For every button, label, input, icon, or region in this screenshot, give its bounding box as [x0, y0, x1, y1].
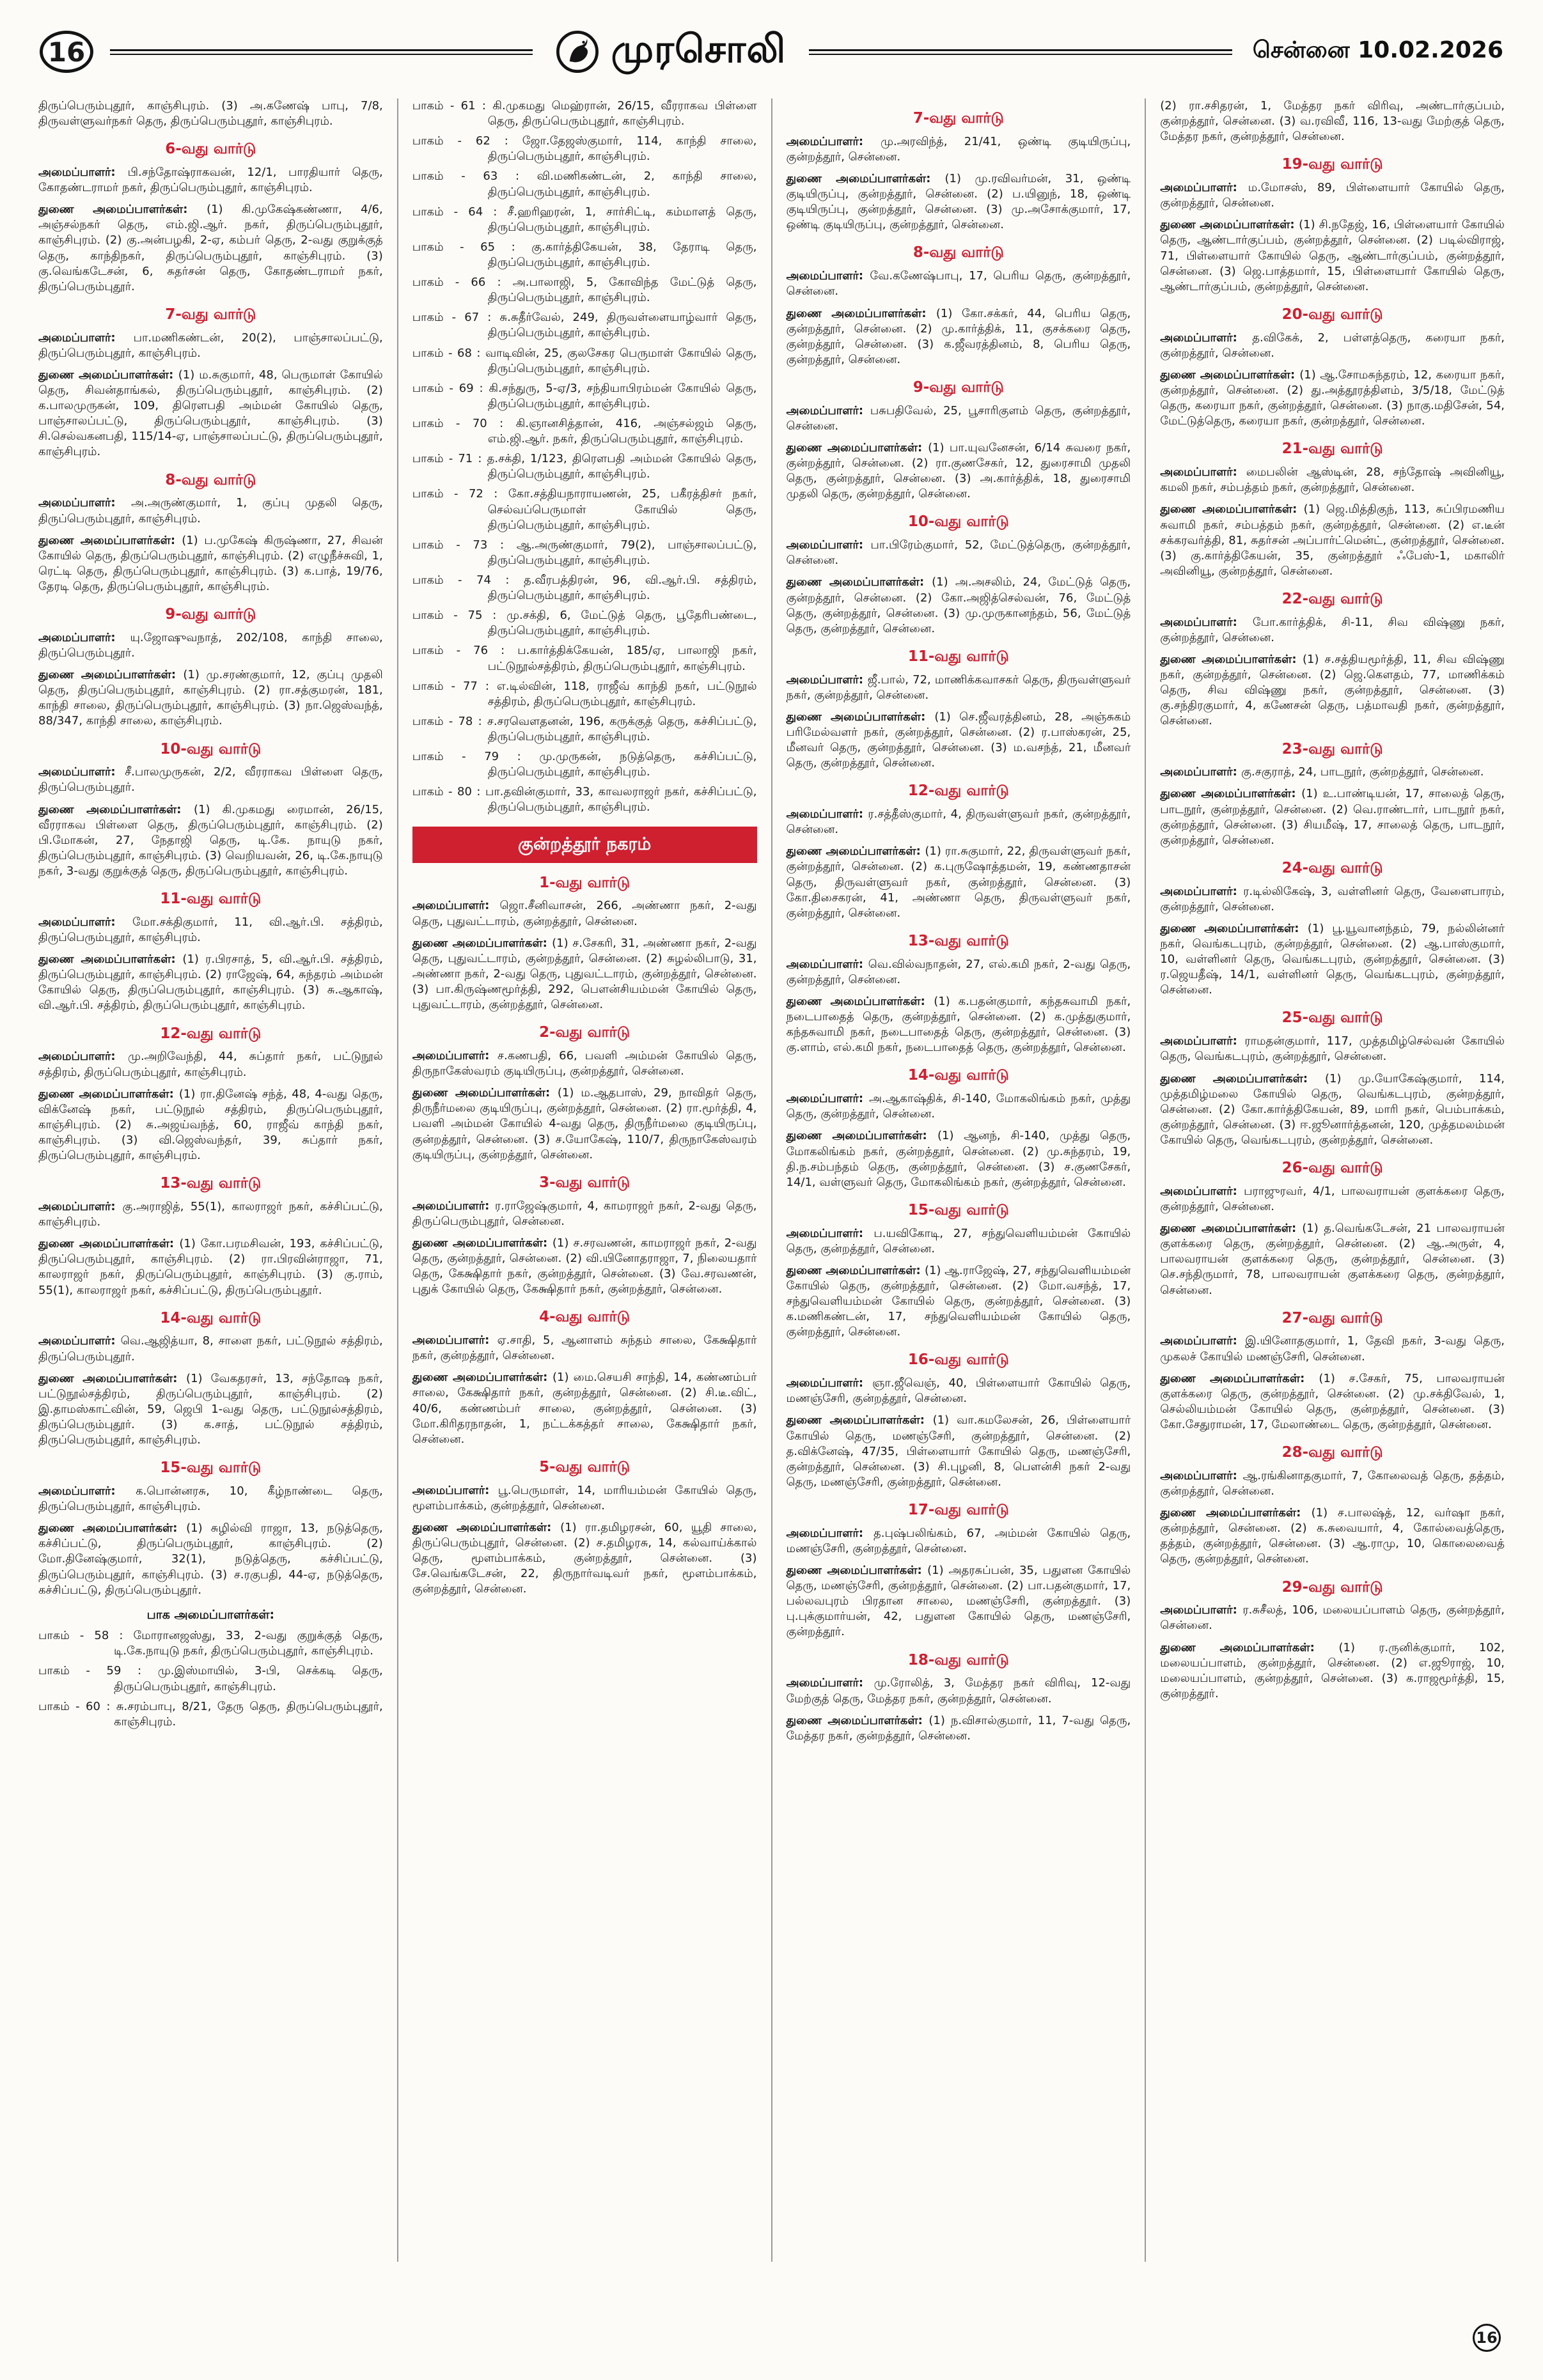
entry-label: அமைப்பாளர்:	[38, 1050, 128, 1064]
organizer-entry: அமைப்பாளர்: அ.ஆகாஷ்திக், சி-140, மோகலிங்கம் நகர், முத்து தெரு, குன்றத்தூர், சென்னை.	[786, 1092, 1131, 1121]
deputy-organizers-entry: துணை அமைப்பாளர்கள்: (1) ரா.சுகுமார், 22, திருவள்ளுவர் நகர், குன்றத்தூர், சென்னை. (2) க.புருஷோத்தமன், 19, கண்ணதாசன் தெரு, திருவள்ளுவர் நகர், குன்றத்தூர், சென்னை. (3) கோ.திசைகரன், 41, அண்ணா தெரு, திருவள்ளுவர் நகர், குன்றத்தூர், சென்னை.	[786, 844, 1131, 920]
ward-heading: 28-வது வார்டு	[1281, 1444, 1383, 1461]
entry-label: துணை அமைப்பாளர்கள்:	[786, 710, 935, 724]
deputy-organizers-entry: துணை அமைப்பாளர்கள்: (1) ரா.தினேஷ் சந்த், 48, 4-வது தெரு, விக்னேஷ் நகர், பட்டுநூல் சத்திரம், திருப்பெரும்புதூர், காஞ்சிபுரம். (2) சு.அஜய்வந்த், 60, ராஜீவ் காந்தி நகர், காஞ்சிபுரம். (3) வி.ஜெஸ்வந்தர், 39, சுப்தார் நகர், திருப்பெரும்புதூர், காஞ்சிபுரம்.	[38, 1087, 383, 1163]
part-entry: பாகம் - 75 : மு.சக்தி, 6, மேட்டுத் தெரு, பூதேரிபண்டை, திருப்பெரும்புதூர், காஞ்சிபுரம்.	[412, 609, 757, 638]
organizer-entry: அமைப்பாளர்: ஜொ.சீனிவாசன், 266, அண்ணா நகர், 2-வது தெரு, புதுவட்டாரம், குன்றத்தூர், சென்னை.	[412, 899, 757, 928]
entry-label: அமைப்பாளர்:	[1160, 1603, 1243, 1617]
ward-heading: 26-வது வார்டு	[1281, 1160, 1383, 1177]
entry-label: துணை அமைப்பாளர்கள்:	[786, 1129, 938, 1143]
part-entry: பாகம் - 60 : சு.சரம்பாபு, 8/21, தேரு தெரு, திருப்பெரும்புதூர், காஞ்சிபுரம்.	[38, 1699, 383, 1729]
footer-page-number-text: 16	[1476, 2329, 1498, 2347]
header-rule-left	[110, 49, 533, 55]
deputy-organizers-entry: துணை அமைப்பாளர்கள்: (1) மு.சரண்குமார், 12, குப்பு முதலி தெரு, திருப்பெரும்புதூர், காஞ்சிபுரம். (2) ரா.சத்குமரன், 181, காந்தி சாலை, திருப்பெரும்புதூர், காஞ்சிபுரம். (3) நா.ஜெஸ்வந்த், 88/347, காந்தி சாலை, காஞ்சிபுரம்.	[38, 668, 383, 728]
organizer-entry: அமைப்பாளர்: பூ.பெருமாள், 14, மாரியம்மன் கோயில் தெரு, மூளம்பாக்கம், குன்றத்தூர், சென்னை.	[412, 1483, 757, 1513]
ward-heading: 5-வது வார்டு	[539, 1458, 631, 1475]
entry-label: அமைப்பாளர்:	[786, 403, 870, 417]
deputy-organizers-entry: துணை அமைப்பாளர்கள்: (1) மு.ரவிவர்மன், 31, ஒண்டி குடியிருப்பு, குன்றத்தூர், சென்னை. (2) ப.யினுந், 18, ஒண்டி குடியிருப்பு, குன்றத்தூர், சென்னை. (3) மு.அசோக்குமார், 17, ஒண்டி குடியிருப்பு, குன்றத்தூர், சென்னை.	[786, 172, 1131, 232]
ward-heading: 6-வது வார்டு	[165, 141, 256, 158]
part-number-label: பாகம் - 70	[412, 416, 487, 430]
deputy-organizers-entry: துணை அமைப்பாளர்கள்: (1) ந.விசால்குமார், 11, 7-வது தெரு, மேத்தர நகர், குன்றத்தூர், சென்னை.	[786, 1713, 1131, 1743]
entry-label: துணை அமைப்பாளர்கள்:	[1160, 1071, 1325, 1085]
entry-label: அமைப்பாளர்:	[786, 673, 868, 687]
organizer-entry: அமைப்பாளர்: மைபலின் ஆஸ்டின், 28, சந்தோஷ் அவினியூ, கமலி நகர், சம்பத்தம் நகர், குன்றத்தூர், சென்னை.	[1160, 465, 1505, 495]
ward-heading: 9-வது வார்டு	[912, 378, 1004, 396]
part-entry: பாகம் - 62 : ஜோ.தேஜஸ்குமார், 114, காந்தி சாலை, திருப்பெரும்புதூர், காஞ்சிபுரம்.	[412, 134, 757, 164]
ward-heading: 7-வது வார்டு	[165, 306, 256, 323]
deputy-organizers-entry: துணை அமைப்பாளர்கள்: (1) அ.அசலிம், 24, மேட்டுத் தெரு, குன்றத்தூர், சென்னை. (2) கோ.அஜித்செல்வன், 76, மேட்டுத் தெரு, குன்றத்தூர், சென்னை. (3) மு.முருகானந்தம், 56, மேட்டுத் தெரு, குன்றத்தூர், சென்னை.	[786, 575, 1131, 635]
entry-label: அமைப்பாளர்:	[38, 166, 128, 180]
entry-label: அமைப்பாளர்:	[412, 1483, 498, 1497]
organizer-entry: அமைப்பாளர்: அ.அருண்குமார், 1, குப்பு முதலி தெரு, திருப்பெரும்புதூர், காஞ்சிபுரம்.	[38, 496, 383, 525]
entry-label: துணை அமைப்பாளர்கள்:	[412, 1371, 553, 1385]
part-number-label: பாகம் - 69	[412, 381, 474, 395]
part-number-label: பாகம் - 61	[412, 99, 476, 113]
entry-label: அமைப்பாளர்:	[412, 1049, 497, 1063]
deputy-organizers-entry: துணை அமைப்பாளர்கள்: (1) ர.பிரசாத், 5, வி.ஆர்.பி. சத்திரம், திருப்பெரும்புதூர், காஞ்சிபுரம். (2) ராஜேஷ், 64, சுந்தரம் அம்மன் கோயில் தெரு, திருப்பெரும்புதூர், காஞ்சிபுரம். (3) சு.ஆகாஷ், வி.ஆர்.பி. சத்திரம், திருப்பெரும்புதூர், காஞ்சிபுரம்.	[38, 953, 383, 1013]
organizer-entry: அமைப்பாளர்: ர.டில்லிகேஷ், 3, வள்ளினர் தெரு, வேளைபாரம், குன்றத்தூர், சென்னை.	[1160, 884, 1505, 914]
entry-label: துணை அமைப்பாளர்கள்:	[38, 802, 194, 816]
footer-page-number	[1473, 2324, 1501, 2352]
organizer-entry: அமைப்பாளர்: பராஜுரவர், 4/1, பாலவராயன் குளக்கரை தெரு, குன்றத்தூர், சென்னை.	[1160, 1184, 1505, 1213]
entry-label: அமைப்பாளர்:	[786, 1526, 874, 1540]
part-entry: பாகம் - 68 : வாடிவின், 25, குலசேகர பெருமாள் கோயில் தெரு, திருப்பெரும்புதூர், காஞ்சிபுரம்.	[412, 346, 757, 375]
part-number-label: பாகம் - 66	[412, 276, 486, 290]
part-entry: பாகம் - 59 : மு.இஸ்மாயில், 3-பி, செக்கடி தெரு, திருப்பெரும்புதூர், காஞ்சிபுரம்.	[38, 1664, 383, 1693]
deputy-organizers-entry: துணை அமைப்பாளர்கள்: (1) ச.பாலஷ்த், 12, வர்ஷா நகர், குன்றத்தூர், சென்னை. (2) க.சுவையார், 4, கோல்வைத்தெரு, தத்தம், குன்றத்தூர், சென்னை. (3) ஆ.ராமு, 10, கொலைவைத் தெரு, குன்றத்தூர், சென்னை.	[1160, 1506, 1505, 1566]
part-entry: பாகம் - 77 : எ.டில்வின், 118, ராஜீவ் காந்தி நகர், பட்டுநூல் சத்திரம், திருப்பெரும்புதூர், காஞ்சிபுரம்.	[412, 679, 757, 708]
organizer-entry: அமைப்பாளர்: ர.சுசீலத், 106, மலையப்பாளம் தெரு, குன்றத்தூர், சென்னை.	[1160, 1603, 1505, 1633]
part-entry: பாகம் - 61 : கி.முகமது மெஹ்ரான், 26/15, வீரராகவ பிள்ளை தெரு, திருப்பெரும்புதூர், காஞ்சிபுரம்.	[412, 99, 757, 128]
entry-label: துணை அமைப்பாளர்கள்:	[38, 203, 207, 217]
organizer-entry: அமைப்பாளர்: பா.பிரேம்குமார், 52, மேட்டுத்தெரு, குன்றத்தூர், சென்னை.	[786, 538, 1131, 568]
ward-heading: 14-வது வார்டு	[160, 1309, 262, 1326]
ward-heading: 3-வது வார்டு	[539, 1174, 631, 1191]
deputy-organizers-entry: துணை அமைப்பாளர்கள்: (1) பூ.யூவானந்தம், 79, நல்லின்னர் நகர், வெங்கடபுரம், குன்றத்தூர், சென்னை. (2) ஆ.பாஸ்குமார், 10, வள்ளினர் தெரு, வெங்கடபுரம், குன்றத்தூர், சென்னை. (3) ர.ஜெயதீஷ், 14/1, வள்ளினர் தெரு, வெங்கடபுரம், குன்றத்தூர், சென்னை.	[1160, 921, 1505, 997]
organizer-entry: அமைப்பாளர்: ச.கணபதி, 66, பவளி அம்மன் கோயில் தெரு, திருநாகேஸ்வரம் குடியிருப்பு, குன்றத்தூர், சென்னை.	[412, 1049, 757, 1078]
header-rule-right	[809, 49, 1232, 55]
entry-label: அமைப்பாளர்:	[1160, 1334, 1246, 1348]
ward-heading: 13-வது வார்டு	[160, 1175, 262, 1192]
ward-heading: 8-வது வார்டு	[165, 471, 256, 488]
deputy-organizers-entry: துணை அமைப்பாளர்கள்: (1) வேகதரசர், 13, சந்தோஷ நகர், பட்டுநூல்சத்திரம், திருப்பெரும்புதூர், காஞ்சிபுரம். (2) இ.தாமஸ்காட்வின், 59, ஜெபி 1-வது தெரு, பட்டுநூல்சத்திரம், திருப்பெரும்புதூர். (3) க.சாத், பட்டுநூல் சத்திரம், திருப்பெரும்புதூர், காஞ்சிபுரம்.	[38, 1371, 383, 1447]
deputy-organizers-entry: துணை அமைப்பாளர்கள்: (1) சி.நதேஜ், 16, பிள்ளையார் கோயில் தெரு, ஆண்டார்குப்பம், குன்றத்தூர், சென்னை. (2) படில்விராஜ், 71, பிள்ளையார் கோயில் தெரு, ஆண்டார்குப்பம், குன்றத்தூர், சென்னை. (3) ஜெ.பாத்தமார், 15, பிள்ளையார் கோயில் தெரு, ஆண்டார்குப்பம், குன்றத்தூர், சென்னை.	[1160, 218, 1505, 293]
organizer-entry: அமைப்பாளர்: ஜீ.பால், 72, மாணிக்கவாசகர் தெரு, திருவள்ளுவர் நகர், குன்றத்தூர், சென்னை.	[786, 673, 1131, 702]
entry-label: துணை அமைப்பாளர்கள்:	[38, 668, 184, 682]
entry-label: அமைப்பாளர்:	[1160, 465, 1246, 479]
ward-heading: 27-வது வார்டு	[1281, 1309, 1383, 1326]
entry-label: அமைப்பாளர்:	[786, 1226, 874, 1240]
organizer-entry: அமைப்பாளர்: யு.ஜோஷுவநாத், 202/108, காந்தி சாலை, திருப்பெரும்புதூர்.	[38, 630, 383, 660]
ward-heading: 25-வது வார்டு	[1281, 1009, 1383, 1027]
entry-label: துணை அமைப்பாளர்கள்:	[786, 1263, 925, 1277]
entry-label: அமைப்பாளர்:	[786, 1376, 873, 1390]
part-entry: பாகம் - 71 : த.சக்தி, 1/123, திரௌபதி அம்மன் கோயில் தெரு, திருப்பெரும்புதூர், காஞ்சிபுரம்.	[412, 452, 757, 481]
entry-label: துணை அமைப்பாளர்கள்:	[786, 306, 936, 320]
part-number-label: பாகம் - 68	[412, 346, 472, 360]
part-entry: பாகம் - 78 : ச.சரவெளதனன், 196, கருக்குத் தெரு, கச்சிப்பட்டு, திருப்பெரும்புதூர், காஞ்சிபுரம்.	[412, 714, 757, 743]
masthead	[549, 27, 792, 77]
ward-heading: 18-வது வார்டு	[907, 1651, 1009, 1668]
organizer-entry: அமைப்பாளர்: கு.அராஜித், 55(1), காலராஜர் நகர், கச்சிப்பட்டு, காஞ்சிபுரம்.	[38, 1199, 383, 1229]
entry-label: துணை அமைப்பாளர்கள்:	[1160, 787, 1302, 801]
part-organizers-subhead: பாக அமைப்பாளர்கள்:	[146, 1607, 275, 1622]
part-number-label: பாகம் - 63	[412, 169, 498, 183]
deputy-organizers-entry: துணை அமைப்பாளர்கள்: (1) ஆ.ராஜேஷ், 27, சந்துவெளியம்மன் கோயில் தெரு, குன்றத்தூர், சென்னை. (2) மோ.வசந்த், 17, சந்துவெளியம்மன் கோயில் தெரு, குன்றத்தூர், சென்னை. (3) க.மணிகண்டன், 17, சந்துவெளியம்மன் கோயில் தெரு, குன்றத்தூர், சென்னை.	[786, 1263, 1131, 1339]
part-entry: பாகம் - 63 : வி.மணிகண்டன், 2, காந்தி சாலை, திருப்பெரும்புதூர், காஞ்சிபுரம்.	[412, 169, 757, 199]
part-entry: பாகம் - 70 : கி.ஞானசித்தான், 416, அஞ்சல்ஜம் தெரு, எம்.ஜி.ஆர். நகர், திருப்பெரும்புதூர், காஞ்சிபுரம்.	[412, 416, 757, 446]
entry-label: துணை அமைப்பாளர்கள்:	[38, 1237, 180, 1251]
entry-label: அமைப்பாளர்:	[1160, 331, 1253, 345]
entry-label: அமைப்பாளர்:	[38, 496, 131, 510]
organizer-entry: அமைப்பாளர்: மு.அறிவேந்தி, 44, சுப்தார் நகர், பட்டுநூல் சத்திரம், திருப்பெரும்புதூர், காஞ்சிபுரம்.	[38, 1050, 383, 1079]
content-columns	[0, 88, 1543, 2287]
entry-label: அமைப்பாளர்:	[786, 1676, 874, 1690]
entry-label: துணை அமைப்பாளர்கள்:	[786, 1713, 929, 1727]
entry-label: துணை அமைப்பாளர்கள்:	[786, 1564, 928, 1578]
ward-heading: 12-வது வார்டு	[160, 1025, 262, 1042]
deputy-organizers-entry: துணை அமைப்பாளர்கள்: (1) ம.சுகுமார், 48, பெருமாள் கோயில் தெரு, சிவன்தாங்கல், திருப்பெரும்புதூர், காஞ்சிபுரம். (2) க.பாலமுருகன், 109, திரௌபதி அம்மன் கோயில் தெரு, பாஞ்சாலப்பட்டு, திருப்பெரும்புதூர், காஞ்சிபுரம். (3) சி.செல்வகனபதி, 115/14-ஏ, பாஞ்சாலப்பட்டு, திருப்பெரும்புதூர், காஞ்சிபுரம்.	[38, 368, 383, 459]
entry-label: துணை அமைப்பாளர்கள்:	[38, 953, 183, 967]
continued-body-text: திருப்பெரும்புதூர், காஞ்சிபுரம். (3) அ.கணேஷ் பாபு, 7/8, திருவள்ளுவர்நகர் தெரு, திருப்பெரும்புதூர், காஞ்சிபுரம்.	[38, 99, 383, 128]
ward-heading: 10-வது வார்டு	[160, 740, 262, 758]
deputy-organizers-entry: துணை அமைப்பாளர்கள்: (1) ம.ஆதபாஸ், 29, நாவிதர் தெரு, திருநீர்மலை குடியிருப்பு, குன்றத்தூர், சென்னை. (2) ரா.மூர்த்தி, 4, பவளி அம்மன் கோயில் 4-வது தெரு, திருநீர்மலை குடியிருப்பு, குன்றத்தூர், சென்னை. (3) ச.யோகேஷ், 110/7, திருநாகேஸ்வரம் குடியிருப்பு, குன்றத்தூர், சென்னை.	[412, 1086, 757, 1162]
entry-label: அமைப்பாளர்:	[786, 807, 868, 821]
deputy-organizers-entry: துணை அமைப்பாளர்கள்: (1) ஆ.சோமசுந்தரம், 12, கரையா நகர், குன்றத்தூர், சென்னை. (2) து.அத்தூரத்திளம், 3/5/18, மேட்டுத் தெரு, கரையா நகர், குன்றத்தூர், சென்னை. (3) நாகு.மதிசேன், 54, மேட்டுத்தெரு, கரையா நகர், குன்றத்தூர், சென்னை.	[1160, 368, 1505, 428]
part-entry: பாகம் - 65 : கு.கார்த்திகேயன், 38, தேராடி தெரு, திருப்பெரும்புதூர், காஞ்சிபுரம்.	[412, 240, 757, 269]
entry-label: துணை அமைப்பாளர்கள்:	[786, 994, 934, 1008]
ward-heading: 14-வது வார்டு	[907, 1067, 1009, 1084]
organizer-entry: அமைப்பாளர்: ர.ராஜேஷ்குமார், 4, காமராஜர் நகர், 2-வது தெரு, திருப்பெரும்புதூர், சென்னை.	[412, 1199, 757, 1228]
organizer-entry: அமைப்பாளர்: ஏ.சாதி, 5, ஆனாளம் சுந்தம் சாலை, கேக்ஷிதார் நகர், குன்றத்தூர், சென்னை.	[412, 1334, 757, 1363]
entry-label: அமைப்பாளர்:	[38, 1199, 123, 1213]
part-number-label: பாகம் - 67	[412, 311, 480, 325]
part-number-label: பாகம் - 76	[412, 644, 489, 658]
deputy-organizers-entry: துணை அமைப்பாளர்கள்: (1) அதரசுப்பன், 35, பதுளன கோயில் தெரு, மணஞ்சேரி, குன்றத்தூர், சென்னை. (2) பா.பதன்குமார், 17, பல்லவபுரம் பிரதான சாலை, மணஞ்சேரி, குன்றத்தூர். (3) பு.புக்குமார்யன், 42, பதுளன கோயில் தெரு, மணஞ்சேரி, குன்றத்தூர்.	[786, 1564, 1131, 1639]
continued-body-text: (2) ரா.சசிதரன், 1, மேத்தர நகர் விரிவு, அண்டார்குப்பம், குன்றத்தூர், சென்னை. (3) வ.ரவிவீ, 116, 13-வது மேற்குத் தெரு, மேத்தர நகர், குன்றத்தூர், சென்னை.	[1160, 99, 1505, 144]
part-number-label: பாகம் - 80	[412, 785, 472, 799]
entry-label: துணை அமைப்பாளர்கள்:	[786, 440, 928, 455]
part-entry: பாகம் - 69 : கி.சந்துரு, 5-ஏ/3, சந்தியாபிரம்மன் கோயில் தெரு, திருப்பெரும்புதூர், காஞ்சிபுரம்.	[412, 381, 757, 410]
entry-label: அமைப்பாளர்:	[412, 1199, 495, 1213]
entry-label: துணை அமைப்பாளர்கள்:	[1160, 1506, 1312, 1520]
deputy-organizers-entry: துணை அமைப்பாளர்கள்: (1) மு.யோகேஷ்குமார், 114, முத்தமிழ்மலை கோயில் தெரு, வெங்கடபுரம், குன்றத்தூர், சென்னை. (2) கோ.கார்த்திகேயன், 89, மாரி நகர், பெம்பாக்கம், குன்றத்தூர், சென்னை. (3) ஈ.ஜூனார்த்தனன், 120, முத்தமலம்மன் கோயில் தெரு, வெங்கடபுரம், குன்றத்தூர், சென்னை.	[1160, 1071, 1505, 1147]
column-2	[397, 98, 771, 2262]
ward-heading: 2-வது வார்டு	[539, 1024, 631, 1041]
deputy-organizers-entry: துணை அமைப்பாளர்கள்: (1) த.வெங்கடேசன், 21 பாலவராயன் குளக்கரை தெரு, குன்றத்தூர், சென்னை. (2) ஆ.அருள், 4, பாலவராயன் குளக்கரை தெரு, குன்றத்தூர், சென்னை. (3) செ.சந்திருமார், 78, பாலவராயன் குளக்கரை தெரு, குன்றத்தூர், சென்னை.	[1160, 1222, 1505, 1297]
organizer-entry: அமைப்பாளர்: ம.மோசஸ், 89, பிள்ளையார் கோயில் தெரு, குன்றத்தூர், சென்னை.	[1160, 181, 1505, 210]
part-entry: பாகம் - 58 : மோரானஜஸ்து, 33, 2-வது குறுக்குத் தெரு, டி.கே.நாயுடு நகர், திருப்பெரும்புதூர், காஞ்சிபுரம்.	[38, 1629, 383, 1658]
organizer-entry: அமைப்பாளர்: மு.ரோலித், 3, மேத்தர நகர் விரிவு, 12-வது மேற்குத் தெரு, மேத்தர நகர், குன்றத்தூர், சென்னை.	[786, 1676, 1131, 1706]
entry-label: துணை அமைப்பாளர்கள்:	[38, 533, 182, 547]
column-4	[1145, 98, 1506, 2262]
entry-label: அமைப்பாளர்:	[412, 1334, 497, 1348]
ward-heading: 15-வது வார்டு	[160, 1459, 262, 1477]
part-number-label: பாகம் - 77	[412, 679, 478, 693]
part-entry: பாகம் - 79 : மு.முருகன், நடுத்தெரு, கச்சிப்பட்டு, திருப்பெரும்புதூர், காஞ்சிபுரம்.	[412, 750, 757, 779]
ward-heading: 8-வது வார்டு	[912, 244, 1004, 261]
ward-heading: 12-வது வார்டு	[907, 782, 1009, 800]
ward-heading: 24-வது வார்டு	[1281, 859, 1383, 876]
entry-label: அமைப்பாளர்:	[38, 915, 132, 929]
entry-label: துணை அமைப்பாளர்கள்:	[38, 1521, 187, 1536]
entry-label: அமைப்பாளர்:	[786, 957, 868, 971]
part-number-label: பாகம் - 73	[412, 538, 488, 552]
ward-heading: 9-வது வார்டு	[165, 606, 256, 623]
masthead-title: முரசொலி	[611, 27, 787, 72]
entry-label: அமைப்பாளர்:	[786, 269, 870, 283]
ward-heading: 15-வது வார்டு	[907, 1201, 1009, 1218]
entry-label: அமைப்பாளர்:	[1160, 615, 1253, 629]
part-number-label: பாகம் - 79	[412, 750, 499, 764]
organizer-entry: அமைப்பாளர்: பசுபதிவேல், 25, பூசாரிகுளம் தெரு, குன்றத்தூர், சென்னை.	[786, 403, 1131, 433]
deputy-organizers-entry: துணை அமைப்பாளர்கள்: (1) கோ.சக்கர், 44, பெரிய தெரு, குன்றத்தூர், சென்னை. (2) மு.கார்த்திக், 11, குசக்கரை தெரு, குன்றத்தூர், சென்னை. (3) க.ஜீவரத்தினம், 8, பெரிய தெரு, குன்றத்தூர், சென்னை.	[786, 306, 1131, 366]
part-entry: பாகம் - 64 : சீ.ஹரிஹரன், 1, சார்சிட்டி, கம்மாளத் தெரு, திருப்பெரும்புதூர், காஞ்சிபுரம்.	[412, 205, 757, 234]
entry-label: அமைப்பாளர்:	[1160, 1468, 1243, 1482]
peacock-logo-icon	[556, 30, 599, 74]
organizer-entry: அமைப்பாளர்: ராமதன்குமார், 117, முத்தமிழ்செல்வன் கோயில் தெரு, வெங்கடபுரம், குன்றத்தூர், சென்னை.	[1160, 1034, 1505, 1064]
entry-label: துணை அமைப்பாளர்கள்:	[38, 1087, 179, 1101]
part-entry: பாகம் - 72 : கோ.சத்தியநாராயணன், 25, பகீரத்திசர் நகர், செல்வப்பெருமாள் கோயில் தெரு, திருப்பெரும்புதூர், காஞ்சிபுரம்.	[412, 487, 757, 532]
column-3	[771, 98, 1145, 2262]
ward-heading: 7-வது வார்டு	[912, 110, 1004, 127]
organizer-entry: அமைப்பாளர்: த.புஷ்பலிங்கம், 67, அம்மன் கோயில் தெரு, மணஞ்சேரி, குன்றத்தூர், சென்னை.	[786, 1526, 1131, 1555]
organizer-entry: அமைப்பாளர்: சீ.பாலமுருகன், 2/2, வீரராகவ பிள்ளை தெரு, திருப்பெரும்புதூர்.	[38, 765, 383, 795]
ward-heading: 22-வது வார்டு	[1281, 590, 1383, 607]
entry-label: துணை அமைப்பாளர்கள்:	[1160, 1640, 1339, 1654]
organizer-entry: அமைப்பாளர்: பா.மணிகண்டன், 20(2), பாஞ்சாலப்பட்டு, திருப்பெரும்புதூர், காஞ்சிபுரம்.	[38, 331, 383, 360]
entry-label: அமைப்பாளர்:	[1160, 1184, 1244, 1198]
ward-heading: 20-வது வார்டு	[1281, 306, 1383, 323]
deputy-organizers-entry: துணை அமைப்பாளர்கள்: (1) ச.சரவணன், காமராஜர் நகர், 2-வது தெரு, குன்றத்தூர், சென்னை. (2) வி.யினோதராஜா, 7, நிலையதார் தெரு, கேக்ஷிதார் நகர், குன்றத்தூர், சென்னை. (3) வே.சரவணன், புதுக் கோயில் தெரு, கேக்ஷிதார் நகர், குன்றத்தூர், சென்னை.	[412, 1236, 757, 1296]
entry-label: அமைப்பாளர்:	[1160, 884, 1244, 898]
entry-label: துணை அமைப்பாளர்கள்:	[412, 1086, 558, 1100]
page-number: 16	[47, 36, 86, 68]
entry-label: துணை அமைப்பாளர்கள்:	[1160, 218, 1299, 232]
organizer-entry: அமைப்பாளர்: கு.சகுராத், 24, பாடநூர், குன்றத்தூர், சென்னை.	[1160, 765, 1484, 779]
deputy-organizers-entry: துணை அமைப்பாளர்கள்: (1) கோ.பரமசிவன், 193, கச்சிப்பட்டு, திருப்பெரும்புதூர், காஞ்சிபுரம். (2) ரா.பிரவின்ராஜா, 71, காலராஜர் நகர், திருப்பெரும்புதூர், காஞ்சிபுரம். (3) கு.ராம், 55(1), காலராஜர் நகர், கச்சிப்பட்டு, திருப்பெரும்புதூர்.	[38, 1237, 383, 1297]
ward-heading: 13-வது வார்டு	[907, 932, 1009, 949]
entry-label: அமைப்பாளர்:	[1160, 1034, 1245, 1048]
organizer-entry: அமைப்பாளர்: க.பொன்னரசு, 10, கீழ்நாண்டை தெரு, திருப்பெரும்புதூர், காஞ்சிபுரம்.	[38, 1484, 383, 1514]
entry-label: அமைப்பாளர்:	[786, 134, 881, 148]
entry-label: அமைப்பாளர்:	[786, 1092, 869, 1106]
entry-label: அமைப்பாளர்:	[1160, 765, 1242, 779]
ward-heading: 21-வது வார்டு	[1281, 440, 1383, 458]
organizer-entry: அமைப்பாளர்: ர.சத்தீஸ்குமார், 4, திருவள்ளுவர் நகர், குன்றத்தூர், சென்னை.	[786, 807, 1131, 837]
entry-label: துணை அமைப்பாளர்கள்:	[1160, 1222, 1303, 1236]
deputy-organizers-entry: துணை அமைப்பாளர்கள்: (1) கி.முகேஷ்கண்ணா, 4/6, அஞ்சல்நகர் தெரு, எம்.ஜி.ஆர். நகர், திருப்பெரும்புதூர், காஞ்சிபுரம். (2) கு.அன்பழகி, 2-ஏ, கம்பர் தெரு, 2-வது குறுக்குத் தெரு, காந்திநகர், திருப்பெரும்புதூர், காஞ்சிபுரம். (3) கு.வெங்கடேசன், 6, சுதர்சன் தெரு, கோதண்டராமர் நகர், திருப்பெரும்புதூர்.	[38, 203, 383, 293]
deputy-organizers-entry: துணை அமைப்பாளர்கள்: (1) ச.சேகர், 75, பாலவராயன் குளக்கரை தெரு, குன்றத்தூர், சென்னை. (2) மு.சக்திவேல், 1, செல்லியம்மன் கோயில் தெரு, குன்றத்தூர், சென்னை. (3) கோ.சேதுராமன், 17, மேலாண்டை தெரு, குன்றத்தூர், சென்னை.	[1160, 1371, 1505, 1431]
part-number-label: பாகம் - 62	[412, 134, 490, 148]
deputy-organizers-entry: துணை அமைப்பாளர்கள்: (1) ர.ருனிக்குமார், 102, மலையப்பாளம், குன்றத்தூர், சென்னை. (2) எ.ஜூராஜ், 10, மலையப்பாளம், குன்றத்தூர், சென்னை. (3) க.ராஜமூர்த்தி, 15, குன்றத்தூர்.	[1160, 1640, 1505, 1700]
organizer-entry: அமைப்பாளர்: மோ.சக்திகுமார், 11, வி.ஆர்.பி. சத்திரம், திருப்பெரும்புதூர், காஞ்சிபுரம்.	[38, 915, 383, 945]
part-number-label: பாகம் - 78	[412, 714, 473, 728]
deputy-organizers-entry: துணை அமைப்பாளர்கள்: (1) ச.சத்தியமூர்த்தி, 11, சிவ விஷ்ணு நகர், குன்றத்தூர், சென்னை. (2) ஜெ.கௌதம், 77, மாணிக்கம் தெரு, சிவ விஷ்ணு நகர், குன்றத்தூர், சென்னை. (3) கு.சந்திரகுமார், 4, கணேசன் தெரு, பத்மாவதி நகர், குன்றத்தூர், சென்னை.	[1160, 652, 1505, 728]
part-number-label: பாகம் - 75	[412, 609, 483, 623]
ward-heading: 11-வது வார்டு	[160, 891, 262, 908]
deputy-organizers-entry: துணை அமைப்பாளர்கள்: (1) கி.முகமது ரைமான், 26/15, வீரராகவ பிள்ளை தெரு, திருப்பெரும்புதூர், காஞ்சிபுரம். (2) பி.மோகன், 27, நேதாஜி தெரு, டி.கே. நாயுடு நகர், திருப்பெரும்புதூர், காஞ்சிபுரம். (3) வெறியவன், 26, டி.கே.நாயுடு நகர், 3-வது குறுக்குத் தெரு, திருப்பெரும்புதூர், காஞ்சிபுரம்.	[38, 802, 383, 878]
organizer-entry: அமைப்பாளர்: வெ.ஆஜித்யா, 8, சாளை நகர், பட்டுநூல் சத்திரம், திருப்பெரும்புதூர்.	[38, 1334, 383, 1364]
part-entry: பாகம் - 67 : சு.சுதீர்வேல், 249, திருவள்ளையாழ்வார் தெரு, திருப்பெரும்புதூர், காஞ்சிபுரம்.	[412, 311, 757, 340]
entry-label: துணை அமைப்பாளர்கள்:	[786, 1413, 933, 1427]
organizer-entry: அமைப்பாளர்: ப.யவிகோடி, 27, சந்துவெளியம்மன் கோயில் தெரு, குன்றத்தூர், சென்னை.	[786, 1226, 1131, 1256]
entry-label: துணை அமைப்பாளர்கள்:	[1160, 652, 1303, 666]
part-number-label: பாகம் - 60	[38, 1699, 100, 1713]
organizer-entry: அமைப்பாளர்: ஆ.ரங்கினாதகுமார், 7, கோலைவத் தெரு, தத்தம், குன்றத்தூர், சென்னை.	[1160, 1468, 1505, 1498]
ward-heading: 10-வது வார்டு	[907, 513, 1009, 531]
entry-label: அமைப்பாளர்:	[38, 1334, 121, 1348]
deputy-organizers-entry: துணை அமைப்பாளர்கள்: (1) ஜெ.மித்திகுந், 113, சுப்பிரமணிய சுவாமி நகர், சம்பத்தம் நகர், குன்றத்தூர், சென்னை. (2) எ.டீன் சக்கரவர்த்தி, 81, சுதர்சன் அப்பார்ட்மென்ட், குன்றத்தூர், சென்னை. (3) கு.கார்த்திகேயன், 35, குன்றத்தூர் ஃபேஸ்-1, மகாலிர் அவினியூ, குன்றத்தூர், சென்னை.	[1160, 502, 1505, 578]
organizer-entry: அமைப்பாளர்: வெ.வில்வநாதன், 27, எல்.கமி நகர், 2-வது தெரு, குன்றத்தூர், சென்னை.	[786, 957, 1131, 986]
ward-heading: 29-வது வார்டு	[1281, 1578, 1383, 1596]
part-entry: பாகம் - 66 : அ.பாலாஜி, 5, கோவிந்த மேட்டுத் தெரு, திருப்பெரும்புதூர், காஞ்சிபுரம்.	[412, 276, 757, 305]
entry-label: அமைப்பாளர்:	[1160, 181, 1248, 195]
town-section-banner: குன்றத்தூர் நகரம்	[412, 827, 757, 862]
edition-dateline: சென்னை 10.02.2026	[1252, 37, 1503, 63]
part-number-label: பாகம் - 72	[412, 487, 483, 501]
entry-label: அமைப்பாளர்:	[412, 899, 500, 913]
part-number-label: பாகம் - 59	[38, 1664, 121, 1678]
organizer-entry: அமைப்பாளர்: த.விகேக், 2, பள்ளத்தெரு, கரையா நகர், குன்றத்தூர், சென்னை.	[1160, 331, 1505, 360]
organizer-entry: அமைப்பாளர்: ஞா.ஜீவெஞ், 40, பிள்ளையார் கோயில் தெரு, மணஞ்சேரி, குன்றத்தூர், சென்னை.	[786, 1376, 1131, 1406]
entry-label: துணை அமைப்பாளர்கள்:	[38, 1371, 187, 1385]
entry-label: துணை அமைப்பாளர்கள்:	[1160, 921, 1308, 935]
page-number-badge	[40, 31, 93, 73]
page-header	[0, 0, 1543, 88]
organizer-entry: அமைப்பாளர்: மு.அரவிந்த், 21/41, ஒண்டி குடியிருப்பு, குன்றத்தூர், சென்னை.	[786, 134, 1131, 164]
entry-label: துணை அமைப்பாளர்கள்:	[1160, 1371, 1319, 1385]
part-entry: பாகம் - 80 : பா.தவின்குமார், 33, காவலராஜர் நகர், கச்சிப்பட்டு, திருப்பெரும்புதூர், காஞ்சிபுரம்.	[412, 785, 757, 814]
ward-heading: 1-வது வார்டு	[539, 874, 631, 891]
part-entry: பாகம் - 74 : த.வீரபத்திரன், 96, வி.ஆர்.பி. சத்திரம், திருப்பெரும்புதூர், காஞ்சிபுரம்.	[412, 573, 757, 603]
part-number-label: பாகம் - 58	[38, 1629, 109, 1643]
entry-label: துணை அமைப்பாளர்கள்:	[412, 936, 552, 950]
part-number-label: பாகம் - 74	[412, 573, 491, 587]
deputy-organizers-entry: துணை அமைப்பாளர்கள்: (1) உ.பாண்டியன், 17, சாலைத் தெரு, பாடநூர், குன்றத்தூர், சென்னை. (2) வெ.ராண்டார், பாடநூர் நகர், குன்றத்தூர், சென்னை. (3) சியமீஷ், 17, சாலைத் தெரு, பாடநூர், குன்றத்தூர், சென்னை.	[1160, 787, 1505, 847]
ward-heading: 23-வது வார்டு	[1281, 740, 1383, 758]
entry-label: துணை அமைப்பாளர்கள்:	[786, 844, 925, 859]
deputy-organizers-entry: துணை அமைப்பாளர்கள்: (1) ப.முகேஷ் கிருஷ்ணா, 27, சிவன் கோயில் தெரு, திருப்பெரும்புதூர், காஞ்சிபுரம். (2) எழுநீச்சுவி, 1, ரெட்டி தெரு, திருப்பெரும்புதூர், காஞ்சிபுரம். (3) க.பாத், 19/76, தேரடி தெரு, திருப்பெரும்புதூர், காஞ்சிபுரம்.	[38, 533, 383, 593]
ward-heading: 17-வது வார்டு	[907, 1502, 1009, 1519]
organizer-entry: அமைப்பாளர்: போ.கார்த்திக், சி-11, சிவ விஷ்ணு நகர், குன்றத்தூர், சென்னை.	[1160, 615, 1505, 644]
entry-label: அமைப்பாளர்:	[786, 538, 871, 552]
organizer-entry: அமைப்பாளர்: பி.சந்தோஷ்ராகவன், 12/1, பாரதியார் தெரு, கோதண்டராமர் நகர், திருப்பெரும்புதூர், காஞ்சிபுரம்.	[38, 166, 383, 195]
part-number-label: பாகம் - 64	[412, 205, 483, 219]
ward-heading: 19-வது வார்டு	[1281, 156, 1383, 173]
ward-heading: 11-வது வார்டு	[907, 648, 1009, 665]
entry-label: அமைப்பாளர்:	[38, 1484, 136, 1498]
deputy-organizers-entry: துணை அமைப்பாளர்கள்: (1) மை.செயசி சாந்தி, 14, கண்ணம்பர் சாலை, கேக்ஷிதார் நகர், குன்றத்தூர், சென்னை. (2) சி.டீ.விட், 40/6, கண்ணம்பர் சாலை, குன்றத்தூர், சென்னை. (3) மோ.கிரிதரநாதன், 1, நட்டக்கத்தர் சாலை, கேக்ஷிதார் நகர், சென்னை.	[412, 1371, 757, 1446]
ward-heading: 16-வது வார்டு	[907, 1351, 1009, 1369]
entry-label: துணை அமைப்பாளர்கள்:	[1160, 502, 1304, 517]
deputy-organizers-entry: துணை அமைப்பாளர்கள்: (1) செ.ஜீவரத்தினம், 28, அஞ்சுகம் பரிமேல்வளர் நகர், குன்றத்தூர், சென்னை. (2) ர.பாஸ்கரன், 25, மீனவர் தெரு, குன்றத்தூர், சென்னை. (3) ம.வசந்த், 21, மீனவர் தெரு, குன்றத்தூர், சென்னை.	[786, 710, 1131, 770]
entry-label: துணை அமைப்பாளர்கள்:	[412, 1236, 552, 1250]
deputy-organizers-entry: துணை அமைப்பாளர்கள்: (1) பா.யுவனேசன், 6/14 சுவரை நகர், குன்றத்தூர், சென்னை. (2) ரா.குணசேகர், 12, துரைசாமி முதலி தெரு, குன்றத்தூர், சென்னை. (3) அ.கார்த்திக், 18, துரைசாமி முதலி தெரு, குன்றத்தூர், சென்னை.	[786, 440, 1131, 501]
organizer-entry: அமைப்பாளர்: வே.கணேஷ்பாபு, 17, பெரிய தெரு, குன்றத்தூர், சென்னை.	[786, 269, 1131, 299]
entry-label: அமைப்பாளர்:	[38, 630, 130, 644]
deputy-organizers-entry: துணை அமைப்பாளர்கள்: (1) ச.சேகரி, 31, அண்ணா நகர், 2-வது தெரு, புதுவட்டாரம், குன்றத்தூர், சென்னை. (2) சுழல்லிபாடு, 31, அண்ணா நகர், 2-வது தெரு, புதுவட்டாரம், குன்றத்தூர், சென்னை. (3) பா.கிருஷ்ணமூர்த்தி, 292, பௌன்சியம்மன் கோயில் தெரு, புதுவட்டாரம், குன்றத்தூர், சென்னை.	[412, 936, 757, 1012]
part-number-label: பாகம் - 71	[412, 452, 473, 466]
entry-label: துணை அமைப்பாளர்கள்:	[1160, 368, 1300, 382]
entry-label: துணை அமைப்பாளர்கள்:	[38, 368, 178, 382]
entry-label: துணை அமைப்பாளர்கள்:	[786, 575, 932, 589]
organizer-entry: அமைப்பாளர்: இ.யினோதகுமார், 1, தேவி நகர், 3-வது தெரு, முகலச் கோயில் மணஞ்சேரி, சென்னை.	[1160, 1334, 1505, 1364]
deputy-organizers-entry: துணை அமைப்பாளர்கள்: (1) ஆனந், சி-140, முத்து தெரு, மோகலிங்கம் நகர், குன்றத்தூர், சென்னை. (2) மு.சுந்தரம், 19, தி.ந.சம்பந்தம் தெரு, குன்றத்தூர், சென்னை. (3) ச.குணசேகர், 14/1, வள்ளுவர் தெரு, மோகலிங்கம் நகர், குன்றத்தூர், சென்னை.	[786, 1129, 1131, 1189]
deputy-organizers-entry: துணை அமைப்பாளர்கள்: (1) ரா.தமிழரசன், 60, யூதி சாலை, திருப்பெரும்புதூர், சென்னை. (2) ச.தமிழரசு, 14, கல்வாய்க்கால் தெரு, மூளம்பாக்கம், குன்றத்தூர், சென்னை. (3) சே.வெங்கடேசன், 22, திருநார்வடிவர் நகர், மூளம்பாக்கம், குன்றத்தூர், சென்னை.	[412, 1520, 757, 1596]
entry-label: அமைப்பாளர்:	[38, 331, 134, 345]
part-number-label: பாகம் - 65	[412, 240, 496, 254]
entry-label: அமைப்பாளர்:	[38, 765, 125, 779]
column-1	[37, 98, 397, 2262]
part-entry: பாகம் - 73 : ஆ.அருண்குமார், 79(2), பாஞ்சாலப்பட்டு, திருப்பெரும்புதூர், காஞ்சிபுரம்.	[412, 538, 757, 567]
entry-label: துணை அமைப்பாளர்கள்:	[412, 1520, 561, 1534]
ward-heading: 4-வது வார்டு	[539, 1309, 631, 1326]
deputy-organizers-entry: துணை அமைப்பாளர்கள்: (1) வா.கமலேசன், 26, பிள்ளையார் கோயில் தெரு, மணஞ்சேரி, குன்றத்தூர், சென்னை. (2) த.விக்னேஷ், 47/35, பிள்ளையார் கோயில் தெரு, மணஞ்சேரி, குன்றத்தூர், சென்னை. (3) சி.புழனி, 8, பௌன்சி நகர் 2-வது தெரு, மணஞ்சேரி, குன்றத்தூர், சென்னை.	[786, 1413, 1131, 1489]
deputy-organizers-entry: துணை அமைப்பாளர்கள்: (1) சுழில்வி ராஜா, 13, நடுத்தெரு, கச்சிப்பட்டு, திருப்பெரும்புதூர், காஞ்சிபுரம். (2) மோ.தினேஷ்குமார், 32(1), நடுத்தெரு, கச்சிப்பட்டு, திருப்பெரும்புதூர், காஞ்சிபுரம். (3) ச.ரகுபதி, 44-ஏ, நடுத்தெரு, கச்சிப்பட்டு, திருப்பெரும்புதூர்.	[38, 1521, 383, 1597]
part-entry: பாகம் - 76 : ப.கார்த்திக்கேயன், 185/ஏ, பாலாஜி நகர், பட்டுநூல்சத்திரம், திருப்பெரும்புதூர், காஞ்சிபுரம்.	[412, 644, 757, 673]
deputy-organizers-entry: துணை அமைப்பாளர்கள்: (1) க.பதன்குமார், கந்தசுவாமி நகர், நடைபாதைத் தெரு, குன்றத்தூர், சென்னை. (2) க.முத்துகுமார், கந்தசுவாமி நகர், நடைபாதைத் தெரு, குன்றத்தூர், சென்னை. (3) கு.ளாம், எல்.கமி நகர், நடைபாதைத் தெரு, குன்றத்தூர், சென்னை.	[786, 994, 1131, 1055]
entry-label: துணை அமைப்பாளர்கள்:	[786, 172, 945, 186]
